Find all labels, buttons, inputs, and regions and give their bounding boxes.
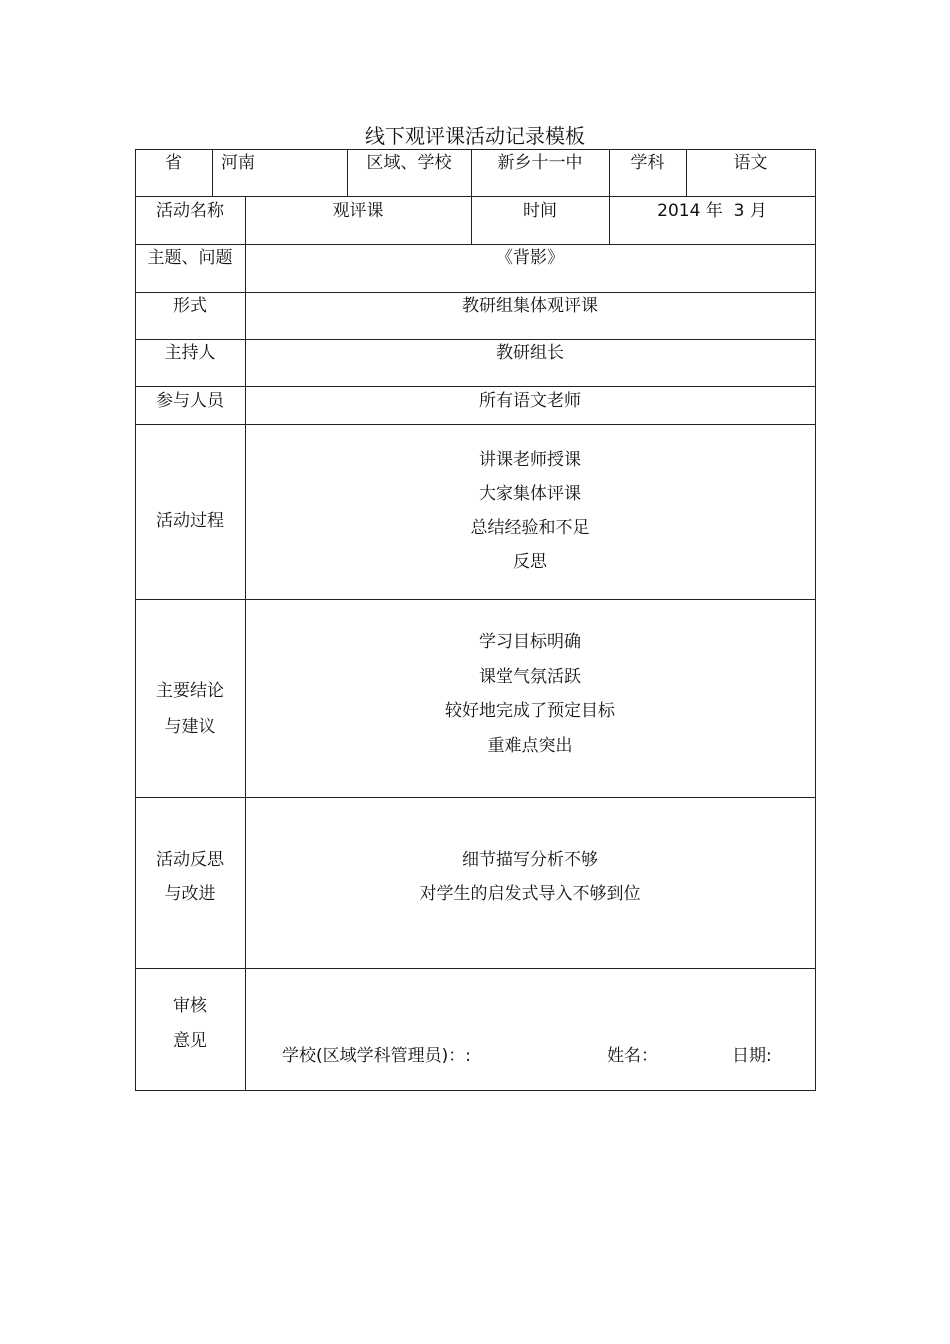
column-divider [212,149,213,197]
table-border [815,149,816,1091]
process-label: 活动过程 [156,511,224,531]
time-label: 时间 [523,201,557,221]
region-school-value: 新乡十一中 [497,153,583,173]
conclusion-label-line: 主要结论 [156,681,224,701]
process-line: 讲课老师授课 [479,450,581,470]
conclusion-label [135,673,245,745]
row-divider [135,599,816,600]
conclusion-label-line: 与建议 [164,717,216,737]
reflection-line: 对学生的启发式导入不够到位 [419,884,641,904]
process-line: 总结经验和不足 [470,518,590,538]
form-label: 形式 [173,296,207,316]
reflection-content [245,843,815,911]
row-divider [135,424,816,425]
reflection-label-line: 活动反思 [156,850,224,870]
row-divider [135,386,816,387]
document-title: 线下观评课活动记录模板 [365,124,585,148]
review-name-field: 姓名： [607,1046,658,1066]
topic-label: 主题、问题 [147,248,233,268]
process-line: 反思 [513,552,547,572]
form-value: 教研组集体观评课 [462,296,598,316]
topic-value: 《背影》 [496,248,564,268]
region-school-label: 区域、学校 [366,153,452,173]
table-border [135,149,816,150]
table-border [135,1090,816,1091]
process-content [245,443,815,579]
row-divider [135,968,816,969]
host-value: 教研组长 [496,343,564,363]
review-label [135,989,245,1059]
activity-name-value: 观评课 [332,201,384,221]
time-value: 2014 年 3 月 [657,201,767,221]
row-divider [135,244,816,245]
table-border [135,149,136,1091]
reflection-label-line: 与改进 [164,884,216,904]
reflection-label [135,843,245,911]
review-label-line: 审核 [173,996,207,1016]
reflection-line: 细节描写分析不够 [462,850,598,870]
activity-name-label: 活动名称 [156,201,224,221]
review-school-field: 学校(区域学科管理员)：: [282,1046,471,1066]
conclusion-content [245,625,815,763]
conclusion-line: 较好地完成了预定目标 [445,701,615,721]
subject-label: 学科 [630,153,665,173]
province-label: 省 [165,153,182,173]
conclusion-line: 课堂气氛活跃 [479,666,581,687]
participants-value: 所有语文老师 [479,391,581,411]
process-line: 大家集体评课 [479,484,581,504]
review-date-field: 日期: [732,1046,772,1066]
host-label: 主持人 [164,343,216,363]
participants-label: 参与人员 [156,391,224,411]
conclusion-line: 学习目标明确 [479,632,581,652]
row-divider [135,292,816,293]
row-divider [135,797,816,798]
row-divider [135,339,816,340]
review-label-line: 意见 [173,1031,207,1051]
subject-value: 语文 [733,153,768,173]
province-value: 河南 [221,153,255,173]
record-table [135,149,816,1092]
conclusion-line: 重难点突出 [487,735,573,756]
row-divider [135,196,816,197]
